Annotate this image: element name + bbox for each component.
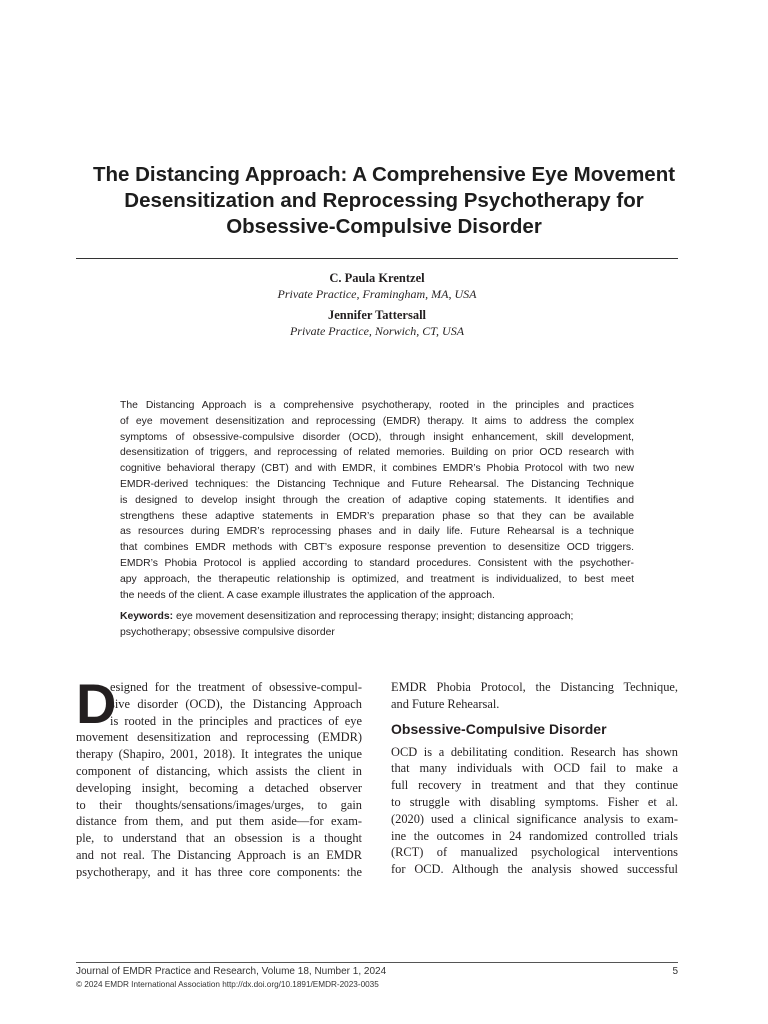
abstract-line: The Distancing Approach is a comprehensive psychotherapy, rooted in the principles and practices <box>120 400 634 411</box>
abstract-line: strengthens these adaptive statements in EMDR’s preparation phase so that they can be available <box>120 510 634 522</box>
page-number: 5 <box>672 966 678 977</box>
body-line: (2020) used a clinical significance analysis to exam- <box>391 811 678 826</box>
body-column-left <box>76 672 362 881</box>
body-line: developing insight, becoming a detached observer <box>76 780 362 795</box>
copyright-doi[interactable]: © 2024 EMDR International Association http://dx.doi.org/10.1891/EMDR-2023-0035 <box>76 980 379 989</box>
body-line: and Future Rehearsal. <box>391 696 500 711</box>
keywords-line <box>120 609 634 625</box>
body-line: full recovery in treatment and that they continue <box>391 778 678 793</box>
abstract-line: desensitization of triggers, and reprocessing of related memories. Building on prior OCD research with <box>120 447 634 459</box>
abstract-line: cognitive behavioral therapy (CBT) and with EMDR, it combines EMDR’s Phobia Protocol with two new <box>120 463 634 475</box>
body-line: ple, to understand that an obsession is a thought <box>76 831 362 846</box>
body-line: esigned for the treatment of obsessive-compul- <box>110 680 362 694</box>
keywords <box>120 609 634 641</box>
abstract-line: the needs of the client. A case example illustrates the application of the approach. <box>120 589 495 601</box>
abstract-line: symptoms of obsessive-compulsive disorder (OCD), through insight enhancement, skill development, <box>120 431 634 443</box>
body-line: sive disorder (OCD), the Distancing Approach <box>110 696 362 711</box>
author-affiliation: Private Practice, Norwich, CT, USA <box>289 324 465 338</box>
abstract-line: EMDR’s Phobia Protocol is applied according to standard procedures. Consistent with the psychother- <box>120 557 634 569</box>
body-line: (RCT) of manualized psychological interventions <box>391 845 678 860</box>
article-title <box>60 162 708 240</box>
title-divider <box>76 258 678 259</box>
abstract-line: as resources during EMDR’s reprocessing phases and in daily life. Future Rehearsal is a technique <box>120 526 634 538</box>
body-line: ine the outcomes in 24 randomized controlled trials <box>391 828 678 843</box>
body-line: that many individuals with OCD fail to make a <box>391 761 678 776</box>
abstract-line: of eye movement desensitization and reprocessing (EMDR) therapy. It aims to address the complex <box>120 415 634 427</box>
page-footer <box>76 965 678 991</box>
author-entry <box>76 270 678 302</box>
body-line: and not real. The Distancing Approach is an EMDR <box>76 847 362 862</box>
author-list <box>76 270 678 344</box>
body-line: OCD is a debilitating condition. Research has shown <box>391 744 678 759</box>
author-name: C. Paula Krentzel <box>329 271 425 285</box>
body-column-right <box>391 679 678 878</box>
author-name: Jennifer Tattersall <box>327 308 427 322</box>
journal-citation: Journal of EMDR Practice and Research, Volume 18, Number 1, 2024 <box>76 966 387 977</box>
abstract-line: that combines EMDR methods with CBT’s exposure response prevention to desensitize OCD triggers. <box>120 542 634 554</box>
drop-cap: D <box>76 672 117 735</box>
author-entry <box>76 307 678 339</box>
body-line: EMDR Phobia Protocol, the Distancing Technique, <box>391 680 678 694</box>
title-line: The Distancing Approach: A Comprehensive Eye Movement <box>92 163 676 186</box>
section-heading: Obsessive-Compulsive Disorder <box>391 720 607 737</box>
abstract-line: is designed to develop insight through the creation of adaptive coping statements. It identifies and <box>120 494 634 506</box>
title-line: Obsessive-Compulsive Disorder <box>226 215 542 238</box>
body-line: is rooted in the principles and practices of eye <box>110 713 362 728</box>
keywords-line: psychotherapy; obsessive compulsive disorder <box>120 627 335 639</box>
body-line: to their thoughts/sensations/images/urges, to gain <box>76 797 362 812</box>
abstract <box>120 398 634 641</box>
body-line: to struggle with disabling symptoms. Fisher et al. <box>391 794 678 809</box>
body-line: distance from them, and put them aside—for exam- <box>76 814 362 829</box>
body-line: psychotherapy, and it has three core components: the <box>76 864 362 879</box>
body-line: component of distancing, which assists the client in <box>76 763 362 778</box>
author-affiliation: Private Practice, Framingham, MA, USA <box>277 287 477 301</box>
abstract-text <box>120 398 634 603</box>
keywords-label: Keywords: <box>120 611 174 623</box>
keywords-text: eye movement desensitization and reprocessing therapy; insight; distancing approach; <box>173 611 574 623</box>
abstract-line: EMDR-derived techniques: the Distancing Technique and Future Rehearsal. The Distancing Technique <box>120 478 634 490</box>
body-line: for OCD. Although the analysis showed successful <box>391 862 678 877</box>
title-line: Desensitization and Reprocessing Psychotherapy for <box>124 189 644 212</box>
footer-divider <box>76 962 678 963</box>
body-line: therapy (Shapiro, 2001, 2018). It integrates the unique <box>76 747 362 762</box>
abstract-line: apy approach, the therapeutic relationship is optimized, and treatment is individualized, to best meet <box>120 573 634 585</box>
body-line: movement desensitization and reprocessing (EMDR) <box>76 730 362 745</box>
